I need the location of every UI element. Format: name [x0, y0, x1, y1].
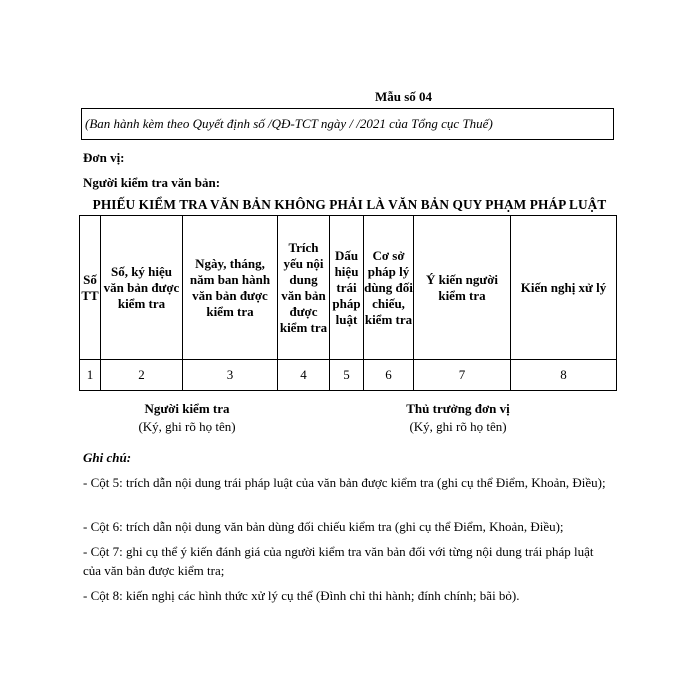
table-header-row [80, 216, 617, 360]
header-cell-summary: Trích yếu nội dung văn bản được kiểm tra [278, 216, 330, 360]
inspector-signature [112, 400, 262, 436]
inspector-signature-note: (Ký, ghi rõ họ tên) [138, 419, 236, 434]
header-cell-recommendation: Kiến nghị xử lý [511, 216, 617, 360]
column-number-6: 6 [364, 360, 414, 391]
column-number-8: 8 [511, 360, 617, 391]
note-item-col6: - Cột 6: trích dẫn nội dung văn bản dùng đối chiếu kiểm tra (ghi cụ thể Điểm, Khoản, Điều); [83, 519, 564, 534]
header-cell-date: Ngày, tháng, năm ban hành văn bản được kiểm tra [183, 216, 278, 360]
unit-label: Đơn vị: [83, 150, 125, 165]
column-number-7: 7 [414, 360, 511, 391]
header-cell-stt: Số TT [80, 216, 101, 360]
form-code: Mẫu số 04 [375, 89, 433, 104]
table-row [80, 360, 617, 391]
inspector-label: Người kiểm tra văn bản: [83, 175, 221, 190]
document-title: PHIẾU KIỂM TRA VĂN BẢN KHÔNG PHẢI LÀ VĂN BẢN QUY PHẠM PHÁP LUẬT [92, 197, 607, 212]
decree-note: (Ban hành kèm theo Quyết định số /QĐ-TCT ngày / /2021 của Tổng cục Thuế) [85, 116, 493, 131]
unit-head-signature-title: Thủ trưởng đơn vị [406, 401, 510, 416]
note-item-col7: - Cột 7: ghi cụ thể ý kiến đánh giá của người kiểm tra văn bản đối với từng nội dung trái pháp luật của văn bản được kiểm tra; [83, 544, 594, 578]
unit-head-signature-note: (Ký, ghi rõ họ tên) [409, 419, 507, 434]
column-number-5: 5 [330, 360, 364, 391]
header-cell-legal-basis: Cơ sở pháp lý dùng đối chiếu, kiểm tra [364, 216, 414, 360]
header-cell-inspector-opinion: Ý kiến người kiểm tra [414, 216, 511, 360]
header-cell-symbol: Số, ký hiệu văn bản được kiểm tra [101, 216, 183, 360]
column-number-2: 2 [101, 360, 183, 391]
inspection-table [79, 215, 617, 391]
note-item-col5: - Cột 5: trích dẫn nội dung trái pháp luật của văn bản được kiểm tra (ghi cụ thể Điểm, Khoản, Điều); [83, 475, 606, 490]
header-cell-illegal-signs: Dấu hiệu trái pháp luật [330, 216, 364, 360]
column-number-3: 3 [183, 360, 278, 391]
notes-title: Ghi chú: [83, 450, 132, 465]
decree-note-box [81, 108, 614, 140]
note-item-col8: - Cột 8: kiến nghị các hình thức xử lý cụ thể (Đình chỉ thi hành; đính chính; bãi bỏ). [83, 588, 520, 603]
column-number-4: 4 [278, 360, 330, 391]
inspector-signature-title: Người kiểm tra [144, 401, 230, 416]
column-number-1: 1 [80, 360, 101, 391]
unit-head-signature [383, 400, 533, 436]
